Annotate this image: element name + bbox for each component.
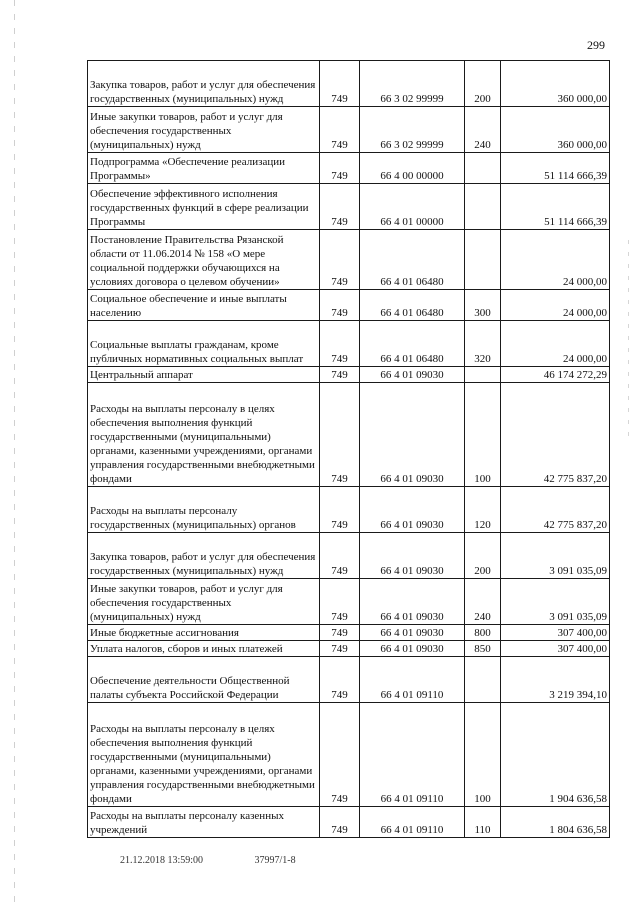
row-code: 66 3 02 99999	[360, 107, 465, 153]
table-row	[88, 533, 610, 579]
row-gr: 749	[320, 290, 360, 321]
row-name: Иные закупки товаров, работ и услуг для обеспечения государственных (муниципальных) нужд	[88, 107, 320, 153]
table-row	[88, 703, 610, 807]
row-name: Обеспечение деятельности Общественной палаты субъекта Российской Федерации	[88, 657, 320, 703]
row-gr: 749	[320, 153, 360, 184]
row-name: Закупка товаров, работ и услуг для обеспечения государственных (муниципальных) нужд	[88, 61, 320, 107]
row-code: 66 4 01 09030	[360, 383, 465, 487]
scan-edge-right	[628, 240, 629, 440]
row-vr: 200	[465, 533, 501, 579]
row-vr: 200	[465, 61, 501, 107]
table-row	[88, 61, 610, 107]
row-code: 66 3 02 99999	[360, 61, 465, 107]
row-gr: 749	[320, 383, 360, 487]
row-sum: 24 000,00	[501, 290, 610, 321]
row-sum: 307 400,00	[501, 625, 610, 641]
row-sum: 51 114 666,39	[501, 153, 610, 184]
row-sum: 3 219 394,10	[501, 657, 610, 703]
row-name: Центральный аппарат	[88, 367, 320, 383]
row-code: 66 4 01 09030	[360, 579, 465, 625]
row-code: 66 4 01 09110	[360, 657, 465, 703]
row-code: 66 4 01 09030	[360, 367, 465, 383]
row-vr	[465, 230, 501, 290]
row-code: 66 4 01 09110	[360, 807, 465, 838]
row-sum: 307 400,00	[501, 641, 610, 657]
table-row	[88, 321, 610, 367]
row-vr: 800	[465, 625, 501, 641]
row-vr: 110	[465, 807, 501, 838]
row-sum: 51 114 666,39	[501, 184, 610, 230]
row-sum: 1 804 636,58	[501, 807, 610, 838]
row-sum: 42 775 837,20	[501, 383, 610, 487]
row-vr	[465, 153, 501, 184]
row-vr: 320	[465, 321, 501, 367]
footer-doc-id: 37997/1-8	[254, 855, 296, 866]
row-name: Постановление Правительства Рязанской области от 11.06.2014 № 158 «О мере социальной поддержки обучающихся на условиях договора о целевом обучении»	[88, 230, 320, 290]
row-gr: 749	[320, 184, 360, 230]
page-number: 299	[587, 38, 605, 52]
table-row	[88, 487, 610, 533]
row-code: 66 4 01 06480	[360, 321, 465, 367]
row-gr: 749	[320, 107, 360, 153]
row-sum: 1 904 636,58	[501, 703, 610, 807]
table-row	[88, 657, 610, 703]
row-name: Иные закупки товаров, работ и услуг для обеспечения государственных (муниципальных) нужд	[88, 579, 320, 625]
table-row	[88, 184, 610, 230]
table-row	[88, 367, 610, 383]
row-vr: 240	[465, 579, 501, 625]
row-sum: 3 091 035,09	[501, 579, 610, 625]
row-name: Расходы на выплаты персоналу в целях обеспечения выполнения функций государственными (муниципальными) органами, казенными учреждениями, органами управления государственными внебюджетными фондами	[88, 703, 320, 807]
row-name: Расходы на выплаты персоналу государственных (муниципальных) органов	[88, 487, 320, 533]
row-code: 66 4 01 09030	[360, 533, 465, 579]
row-vr: 850	[465, 641, 501, 657]
row-vr: 100	[465, 383, 501, 487]
table-row	[88, 625, 610, 641]
row-vr: 120	[465, 487, 501, 533]
table-row	[88, 107, 610, 153]
budget-table	[87, 60, 610, 838]
row-name: Расходы на выплаты персоналу в целях обеспечения выполнения функций государственными (муниципальными) органами, казенными учреждениями, органами управления государственными внебюджетными фондами	[88, 383, 320, 487]
footer-timestamp: 21.12.2018 13:59:00	[120, 855, 204, 866]
row-vr	[465, 184, 501, 230]
row-vr: 240	[465, 107, 501, 153]
row-sum: 42 775 837,20	[501, 487, 610, 533]
row-gr: 749	[320, 230, 360, 290]
row-name: Социальное обеспечение и иные выплаты населению	[88, 290, 320, 321]
row-gr: 749	[320, 657, 360, 703]
row-sum: 24 000,00	[501, 230, 610, 290]
row-sum: 3 091 035,09	[501, 533, 610, 579]
row-code: 66 4 01 09110	[360, 703, 465, 807]
row-name: Обеспечение эффективного исполнения государственных функций в сфере реализации Программы	[88, 184, 320, 230]
table-row	[88, 383, 610, 487]
table-row	[88, 153, 610, 184]
row-name: Подпрограмма «Обеспечение реализации Программы»	[88, 153, 320, 184]
row-code: 66 4 01 00000	[360, 184, 465, 230]
table-row	[88, 807, 610, 838]
row-code: 66 4 00 00000	[360, 153, 465, 184]
row-code: 66 4 01 09030	[360, 487, 465, 533]
row-vr	[465, 657, 501, 703]
row-gr: 749	[320, 321, 360, 367]
row-code: 66 4 01 06480	[360, 290, 465, 321]
table-row	[88, 641, 610, 657]
row-sum: 46 174 272,29	[501, 367, 610, 383]
row-gr: 749	[320, 487, 360, 533]
row-vr: 100	[465, 703, 501, 807]
row-gr: 749	[320, 367, 360, 383]
row-gr: 749	[320, 641, 360, 657]
table-row	[88, 579, 610, 625]
row-vr	[465, 367, 501, 383]
row-sum: 24 000,00	[501, 321, 610, 367]
row-name: Уплата налогов, сборов и иных платежей	[88, 641, 320, 657]
row-vr: 300	[465, 290, 501, 321]
row-name: Закупка товаров, работ и услуг для обеспечения государственных (муниципальных) нужд	[88, 533, 320, 579]
table-row	[88, 230, 610, 290]
row-gr: 749	[320, 625, 360, 641]
row-code: 66 4 01 09030	[360, 625, 465, 641]
row-gr: 749	[320, 703, 360, 807]
row-gr: 749	[320, 61, 360, 107]
row-gr: 749	[320, 579, 360, 625]
footer	[120, 855, 296, 866]
row-sum: 360 000,00	[501, 107, 610, 153]
row-name: Расходы на выплаты персоналу казенных учреждений	[88, 807, 320, 838]
row-gr: 749	[320, 807, 360, 838]
row-gr: 749	[320, 533, 360, 579]
table-row	[88, 290, 610, 321]
scan-edge-left	[14, 0, 15, 905]
row-name: Социальные выплаты гражданам, кроме публичных нормативных социальных выплат	[88, 321, 320, 367]
row-code: 66 4 01 09030	[360, 641, 465, 657]
row-code: 66 4 01 06480	[360, 230, 465, 290]
row-sum: 360 000,00	[501, 61, 610, 107]
row-name: Иные бюджетные ассигнования	[88, 625, 320, 641]
